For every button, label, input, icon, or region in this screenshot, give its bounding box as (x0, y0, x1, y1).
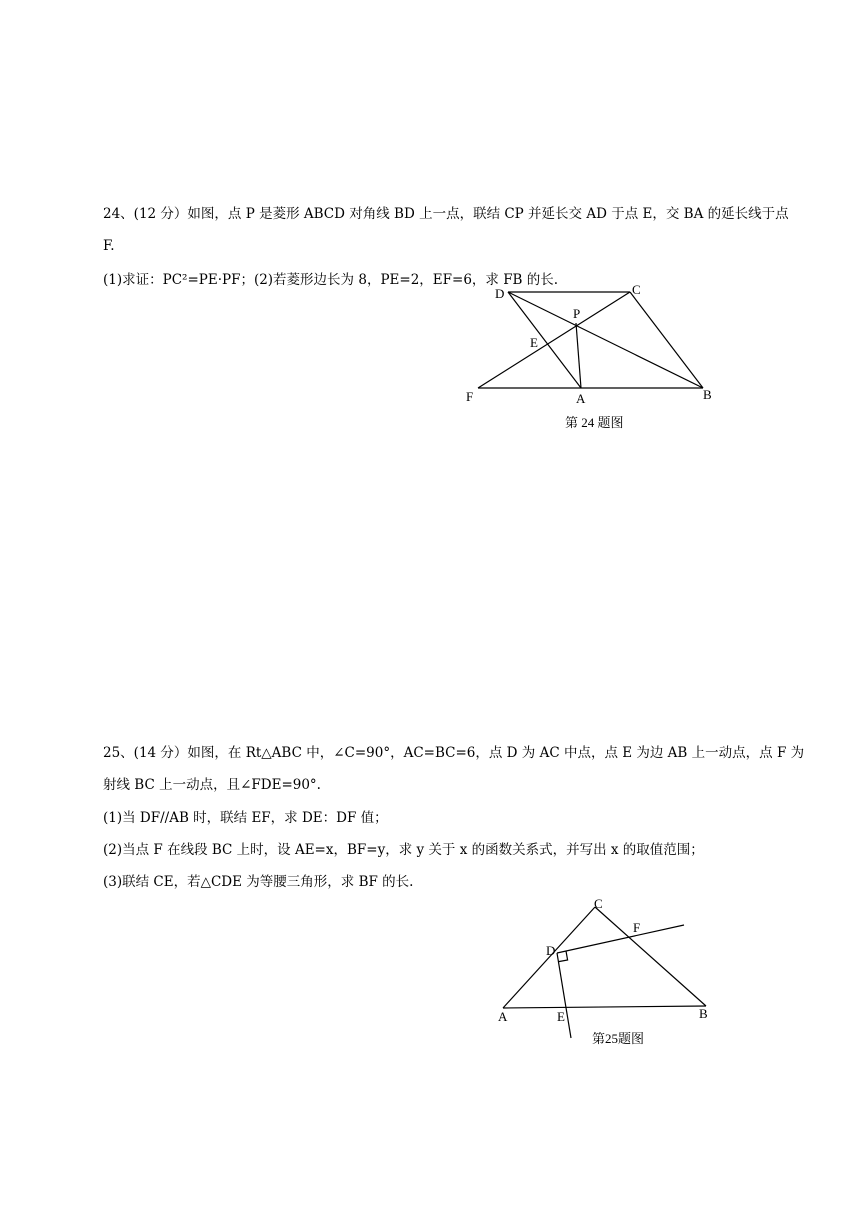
q25-text-line-3: (1)当 DF//AB 时，联结 EF，求 DE：DF 值； (103, 810, 388, 826)
q25-figure (490, 890, 730, 1050)
label-f: F (633, 920, 641, 935)
label-d: D (495, 286, 505, 301)
q25-figure-caption: 第25题图 (592, 1031, 645, 1046)
q24-text-line-2: F. (103, 238, 115, 254)
label-e: E (557, 1009, 565, 1024)
q24-figure (455, 280, 735, 440)
label-a: A (576, 391, 586, 406)
q24-text-line-3: (1)求证：PC²=PE·PF；(2)若菱形边长为 8，PE=2，EF=6，求 FB 的长. (103, 272, 559, 288)
segment-de (557, 953, 571, 1038)
label-p: P (573, 306, 581, 321)
segment-ab (503, 1006, 706, 1008)
segment-cb (595, 907, 706, 1006)
label-d: D (546, 943, 556, 958)
label-b: B (703, 387, 712, 402)
segment-da (508, 292, 581, 388)
label-c: C (632, 282, 641, 297)
segment-cb (630, 292, 703, 388)
label-b: B (699, 1006, 708, 1021)
segment-cf (478, 292, 630, 388)
q24-text-line-1: 24、(12 分）如图，点 P 是菱形 ABCD 对角线 BD 上一点，联结 CP 并延长交 AD 于点 E，交 BA 的延长线于点 (103, 206, 789, 222)
q25-text-line-5: (3)联结 CE，若△CDE 为等腰三角形，求 BF 的长. (103, 874, 414, 890)
segment-pa (576, 323, 581, 388)
label-c: C (594, 896, 603, 911)
q25-text-line-1: 25、(14 分）如图，在 Rt△ABC 中，∠C=90°，AC=BC=6，点 D 为 AC 中点，点 E 为边 AB 上一动点，点 F 为 (103, 745, 805, 761)
label-f: F (466, 389, 474, 404)
label-e: E (530, 335, 538, 350)
label-a: A (498, 1009, 508, 1024)
q25-text-line-4: (2)当点 F 在线段 BC 上时，设 AE=x，BF=y，求 y 关于 x 的函数关系式，并写出 x 的取值范围； (103, 842, 704, 858)
q25-text-line-2: 射线 BC 上一动点，且∠FDE=90°. (103, 777, 321, 793)
q24-figure-caption: 第 24 题图 (565, 415, 624, 430)
